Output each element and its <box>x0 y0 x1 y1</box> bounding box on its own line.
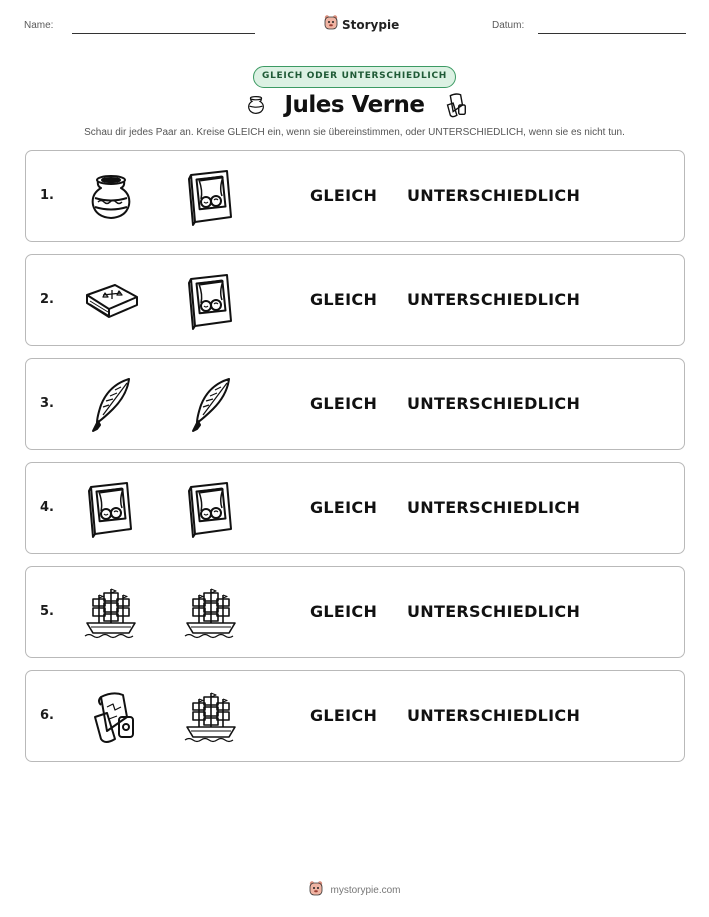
row-number: 3. <box>40 396 54 411</box>
mascot-icon <box>323 14 339 35</box>
option-different[interactable]: UNTERSCHIEDLICH <box>407 498 581 517</box>
exercise-row-4 <box>25 462 685 554</box>
option-same[interactable]: GLEICH <box>310 602 378 621</box>
name-label: Name: <box>24 20 54 31</box>
footer <box>0 880 709 901</box>
option-same[interactable]: GLEICH <box>310 290 378 309</box>
theater-book-icon <box>181 271 241 331</box>
option-different[interactable]: UNTERSCHIEDLICH <box>407 186 581 205</box>
row-number: 6. <box>40 708 54 723</box>
row-number: 2. <box>40 292 54 307</box>
exercise-row-3 <box>25 358 685 450</box>
option-different[interactable]: UNTERSCHIEDLICH <box>407 706 581 725</box>
option-same[interactable]: GLEICH <box>310 706 378 725</box>
ship-icon <box>81 583 141 643</box>
brand-name: Storypie <box>342 17 400 32</box>
storypie-logo <box>323 14 399 35</box>
theater-book-icon <box>181 479 241 539</box>
footer-url[interactable]: mystorypie.com <box>330 885 401 896</box>
scroll-icon <box>441 91 469 124</box>
pot-icon <box>81 167 141 227</box>
option-different[interactable]: UNTERSCHIEDLICH <box>407 602 581 621</box>
row-number: 4. <box>40 500 54 515</box>
row-number: 5. <box>40 604 54 619</box>
option-same[interactable]: GLEICH <box>310 498 378 517</box>
instructions: Schau dir jedes Paar an. Kreise GLEICH ein, wenn sie übereinstimmen, oder UNTERSCHIEDLICH, wenn sie es nicht tun. <box>84 127 625 138</box>
mascot-icon <box>308 880 324 901</box>
worksheet-type-badge: GLEICH ODER UNTERSCHIEDLICH <box>253 66 456 88</box>
ship-icon <box>181 583 241 643</box>
exercise-row-5 <box>25 566 685 658</box>
quill-icon <box>81 375 141 435</box>
ship-icon <box>181 687 241 747</box>
exercise-row-1 <box>25 150 685 242</box>
theater-book-icon <box>181 167 241 227</box>
option-different[interactable]: UNTERSCHIEDLICH <box>407 394 581 413</box>
theater-book-icon <box>81 479 141 539</box>
exercise-row-6 <box>25 670 685 762</box>
option-different[interactable]: UNTERSCHIEDLICH <box>407 290 581 309</box>
date-field[interactable] <box>538 33 686 34</box>
row-number: 1. <box>40 188 54 203</box>
quill-icon <box>181 375 241 435</box>
option-same[interactable]: GLEICH <box>310 394 378 413</box>
law-book-icon <box>81 271 141 331</box>
scroll-icon <box>81 687 141 747</box>
page-title: Jules Verne <box>284 92 425 118</box>
date-label: Datum: <box>492 20 525 31</box>
name-field[interactable] <box>72 33 255 34</box>
option-same[interactable]: GLEICH <box>310 186 378 205</box>
exercise-row-2 <box>25 254 685 346</box>
